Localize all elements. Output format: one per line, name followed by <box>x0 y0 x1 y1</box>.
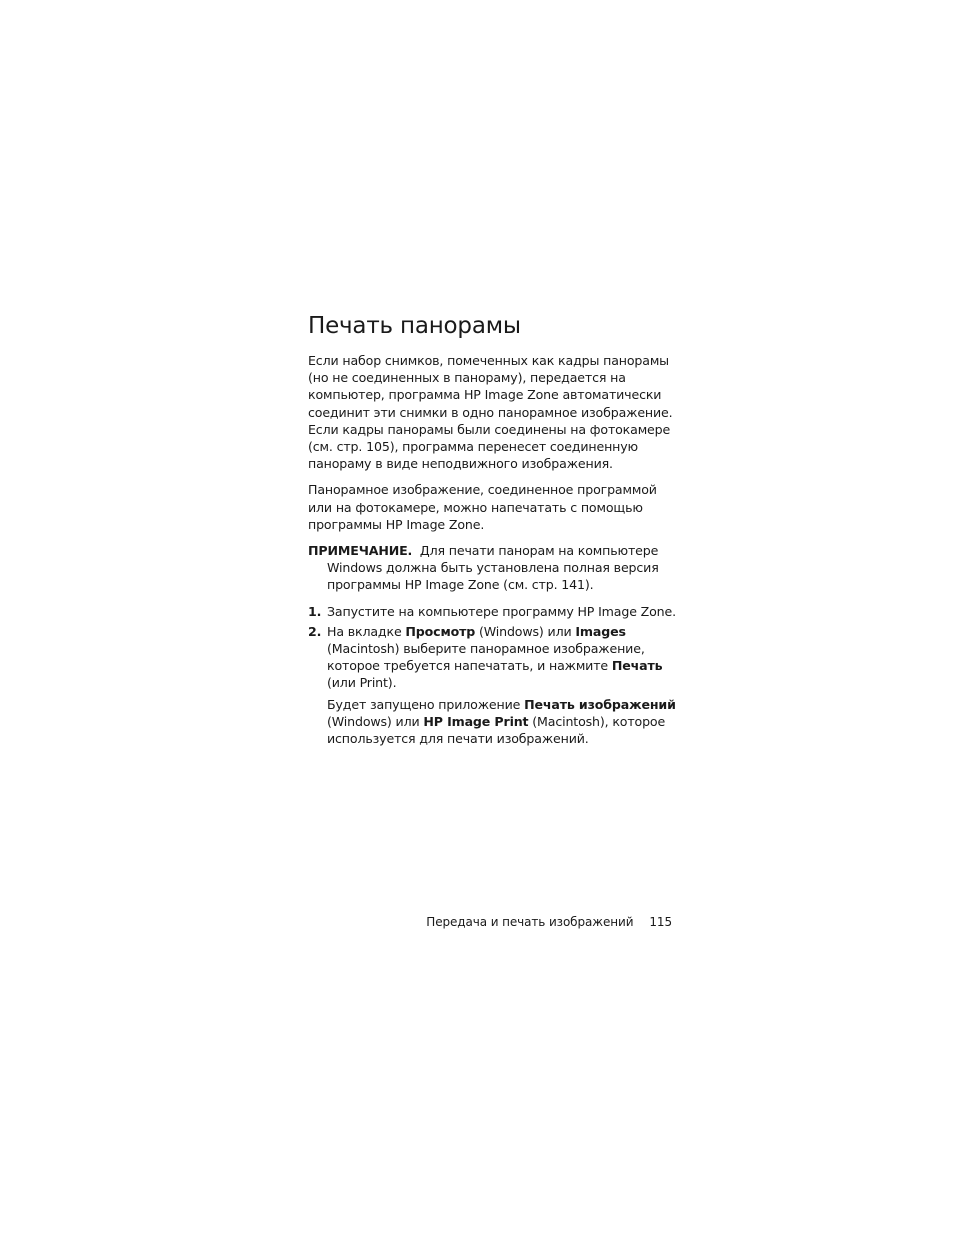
step-text: Запустите на компьютере программу HP Image Zone. <box>327 603 676 619</box>
second-paragraph: Панорамное изображение, соединенное программой или на фотокамере, можно напечатать с помощью программы HP Image Zone. <box>308 482 657 532</box>
note-label: ПРИМЕЧАНИЕ. <box>308 543 413 559</box>
intro-paragraph: Если набор снимков, помеченных как кадры панорамы (но не соединенных в панораму), передается на компьютер, программа HP Image Zone автоматически соединит эти снимки в одно панорамное изображение. Если кадры панорамы были соединены на фотокамере (см. стр. 105), программа перенесет соединенную панораму в виде неподвижного изображения. <box>308 353 673 472</box>
tab-name-images: Images <box>575 623 626 639</box>
page-content <box>308 310 676 747</box>
app-name-hp-image-print: HP Image Print <box>423 713 529 729</box>
step-sub-paragraph <box>327 696 676 748</box>
sub-text-segment: (Windows) или <box>327 713 424 729</box>
step-text <box>327 623 676 692</box>
step-text-segment: (Windows) или <box>475 623 576 639</box>
footer-section-title: Передача и печать изображений <box>426 915 634 929</box>
step-number: 2. <box>308 623 322 639</box>
list-item <box>308 623 676 747</box>
step-text-segment: (Macintosh) выберите панорамное изображение, которое требуется напечатать, и нажмите <box>327 641 645 674</box>
app-name-print-images: Печать изображений <box>524 696 676 712</box>
print-button-name: Печать <box>611 658 663 674</box>
steps-list <box>308 603 676 748</box>
list-item <box>308 603 676 620</box>
note-text: Для печати панорам на компьютере Windows должна быть установлена полная версия программы HP Image Zone (см. стр. 141). <box>327 543 659 593</box>
page-footer <box>426 914 672 930</box>
tab-name-prosmotr: Просмотр <box>405 623 476 639</box>
note-paragraph <box>308 542 676 594</box>
step-text-segment: (или Print). <box>327 675 397 691</box>
page-number: 115 <box>649 915 672 929</box>
step-number: 1. <box>308 603 322 619</box>
step-text-segment: На вкладке <box>327 623 406 639</box>
page-title: Печать панорамы <box>308 313 521 339</box>
sub-text-segment: (Macintosh), которое используется для печати изображений. <box>327 713 666 747</box>
sub-text-segment: Будет запущено приложение <box>327 696 525 712</box>
